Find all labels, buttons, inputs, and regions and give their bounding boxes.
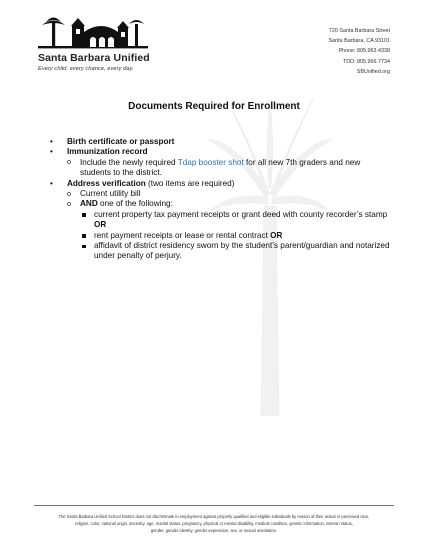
sub-list-item xyxy=(67,199,390,261)
district-logo xyxy=(38,14,168,52)
list-item xyxy=(50,147,390,178)
and-label: AND xyxy=(80,199,98,209)
item-address-verification: Address verification xyxy=(67,178,146,188)
requirements-list xyxy=(50,137,390,262)
option-affidavit: affidavit of district residency sworn by the student’s parent/guardian and notarized under penalty of perjury. xyxy=(94,241,390,261)
option-item xyxy=(80,241,390,262)
one-of-text: one of the following: xyxy=(97,199,173,209)
phone-line: Phone: 805.963.4338 xyxy=(338,48,390,55)
org-name: Santa Barbara Unified xyxy=(38,52,150,64)
website-line: SBUnified.org xyxy=(356,68,390,75)
item-birth-certificate: Birth certificate or passport xyxy=(67,137,175,146)
option-item xyxy=(80,231,390,241)
mission-building-icon xyxy=(38,14,148,52)
option-property-tax: current property tax payment receipts or grant deed with county recorder’s stamp xyxy=(94,209,388,219)
footer-divider xyxy=(34,505,394,506)
address-line: 720 Santa Barbara Street xyxy=(328,28,390,34)
org-tagline: Every child, every chance, every day. xyxy=(38,66,134,72)
item-utility-bill: Current utility bill xyxy=(80,189,141,199)
option-item xyxy=(80,210,390,231)
option-rent-receipts: rent payment receipts or lease or rental contract xyxy=(94,230,271,240)
tdd-line: TDD: 805.966.7734 xyxy=(342,58,390,65)
or-label: OR xyxy=(94,220,107,230)
list-item xyxy=(50,137,390,147)
footer-line: The Santa Barbara Unified School District does not discriminate in employment against properly qualified and eligible individuals by reason of their actual or perceived race, xyxy=(58,514,370,519)
nondiscrimination-footer xyxy=(38,513,390,534)
district-address xyxy=(329,26,390,77)
sub-list-item xyxy=(67,158,390,179)
footer-line: religion, color, national origin, ancestry, age, marital status, pregnancy, physical or mental disability, medical condition, genetic information, veteran status, xyxy=(75,521,353,526)
sub-list-item xyxy=(67,189,390,199)
document-title: Documents Required for Enrollment xyxy=(128,101,300,112)
footer-line: gender, gender identity, gender expression, sex, or sexual orientation. xyxy=(150,528,278,533)
tdap-booster-link[interactable]: Tdap booster shot xyxy=(177,157,244,167)
list-item xyxy=(50,179,390,262)
address-verification-note: (two items are required) xyxy=(145,178,235,188)
or-label: OR xyxy=(270,230,283,240)
address-line: Santa Barbara, CA 93101 xyxy=(328,38,390,45)
immunization-note-text: for all new 7th graders and new students to the district. xyxy=(80,157,361,178)
immunization-note-text: Include the newly required xyxy=(80,157,178,167)
item-immunization: Immunization record xyxy=(67,147,148,157)
